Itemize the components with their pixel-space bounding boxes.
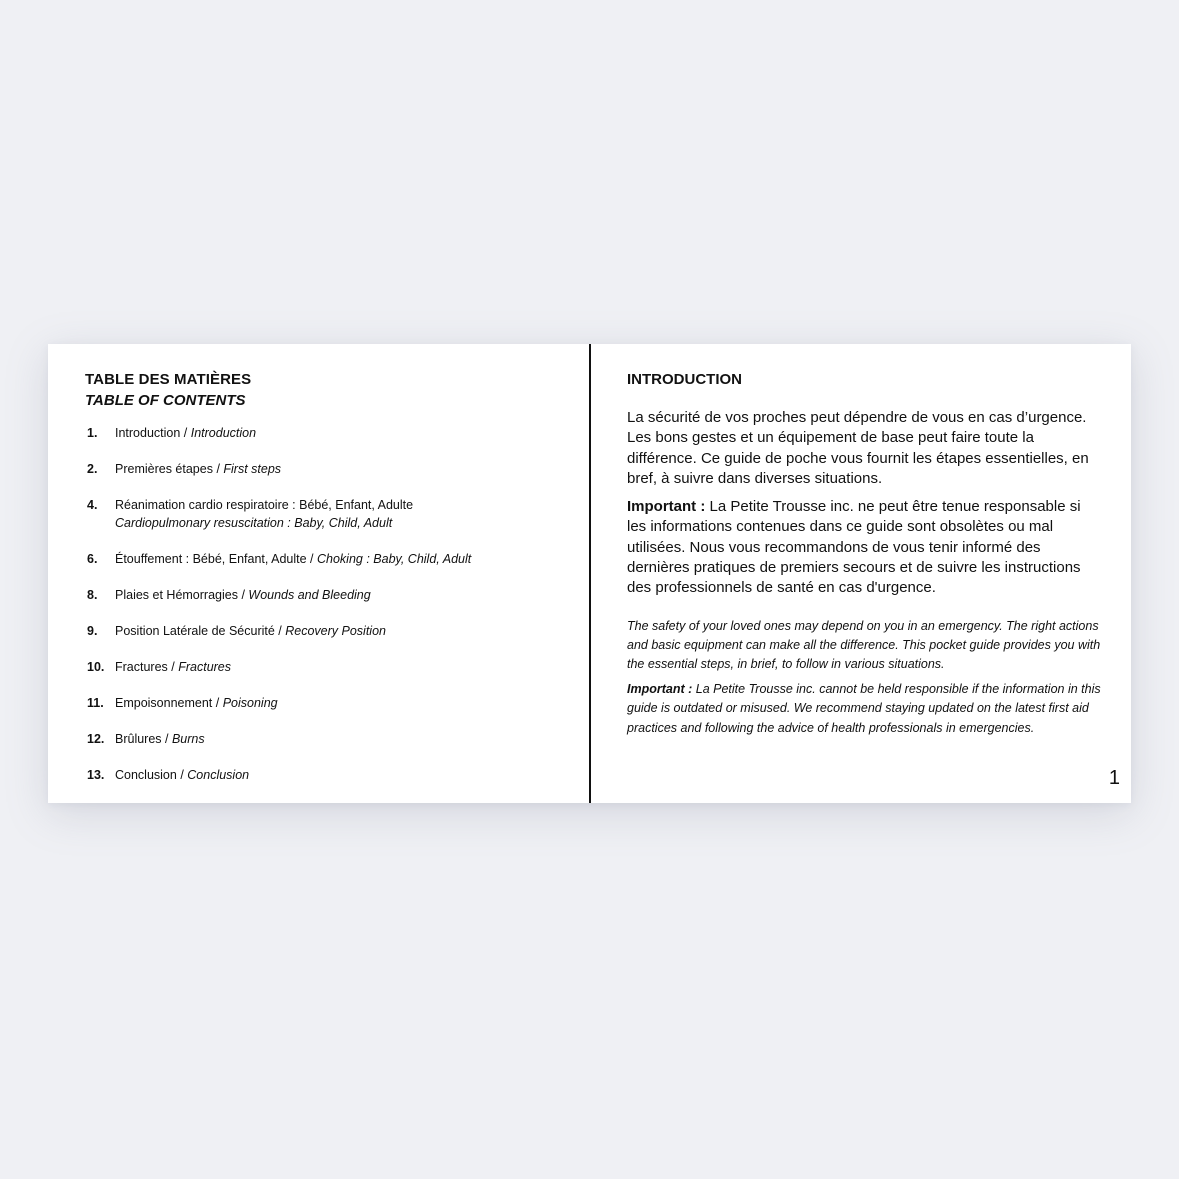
toc-item-label-en: Conclusion — [187, 768, 250, 782]
toc-item-burns — [85, 730, 569, 766]
toc-item-number: 2. — [87, 462, 98, 476]
toc-subtitle: TABLE OF CONTENTS — [85, 392, 246, 409]
toc-item-separator: / — [161, 732, 172, 746]
toc-item-separator: / — [176, 768, 188, 782]
toc-item-first-steps — [85, 460, 569, 496]
toc-item-separator: / — [274, 624, 286, 638]
toc-item-recovery-position — [85, 622, 569, 658]
toc-item-label-fr: Empoisonnement — [115, 696, 213, 710]
intro-important-label-en: Important : — [627, 682, 693, 697]
toc-item-label-en: Fractures — [178, 660, 232, 674]
toc-list — [85, 424, 569, 802]
toc-item-number: 10. — [87, 660, 105, 674]
toc-item-cpr — [85, 496, 569, 550]
toc-item-label-fr: Fractures — [115, 660, 168, 674]
toc-item-label-en: Poisoning — [222, 696, 278, 710]
toc-item-choking — [85, 550, 569, 586]
intro-important-label-fr: Important : — [627, 498, 706, 516]
toc-item-label-fr: Position Latérale de Sécurité — [115, 624, 275, 638]
toc-item-label-fr: Brûlures — [115, 732, 162, 746]
toc-item-number: 6. — [87, 552, 98, 566]
toc-item-number: 12. — [87, 732, 105, 746]
toc-item-label-en: Cardiopulmonary resuscitation : Baby, Child, Adult — [115, 516, 393, 530]
toc-item-label-en: Introduction — [190, 426, 257, 440]
toc-item-poisoning — [85, 694, 569, 730]
intro-paragraph-fr: La sécurité de vos proches peut dépendre de vous en cas d’urgence. Les bons gestes et un équipement de base peut faire toute la différence. Ce guide de poche vous fournit les étapes essentielles, en bref, à suivre dans diverses situations. — [627, 409, 1089, 487]
toc-item-label-fr: Introduction — [115, 426, 181, 440]
toc-item-conclusion — [85, 766, 569, 802]
toc-item-label-fr: Étouffement : Bébé, Enfant, Adulte — [115, 552, 307, 566]
intro-paragraph-en: The safety of your loved ones may depend on you in an emergency. The right actions and basic equipment can make all the difference. This pocket guide provides you with the essential steps, in brief, to follow in various situations. — [627, 618, 1101, 672]
toc-item-number: 13. — [87, 768, 105, 782]
toc-item-label-fr: Conclusion — [115, 768, 177, 782]
table-of-contents-page — [48, 344, 589, 803]
toc-item-separator: / — [306, 552, 317, 566]
toc-item-label-en: Choking : Baby, Child, Adult — [317, 552, 472, 566]
intro-important-en — [627, 680, 1103, 738]
toc-item-introduction — [85, 424, 569, 460]
toc-item-number: 8. — [87, 588, 98, 602]
toc-title: TABLE DES MATIÈRES — [85, 371, 252, 388]
toc-item-label-en: First steps — [223, 462, 282, 476]
intro-important-fr — [627, 497, 1103, 598]
toc-item-label-fr: Plaies et Hémorragies — [115, 588, 238, 602]
toc-item-separator: / — [212, 696, 223, 710]
toc-item-separator: / — [180, 426, 191, 440]
toc-item-number: 4. — [87, 498, 98, 512]
toc-item-label-fr: Réanimation cardio respiratoire : Bébé, Enfant, Adulte — [115, 498, 414, 512]
toc-item-label-en: Recovery Position — [285, 624, 386, 638]
intro-important-text-en: La Petite Trousse inc. cannot be held responsible if the information in this guide is outdated or misused. We recommend staying updated on the latest first aid practices and following the advice of health professionals in emergencies. — [627, 682, 1101, 735]
toc-item-fractures — [85, 658, 569, 694]
toc-item-number: 1. — [87, 426, 98, 440]
introduction-page — [591, 344, 1131, 803]
toc-item-number: 9. — [87, 624, 98, 638]
page-number: 1 — [1108, 767, 1120, 789]
booklet-spread — [48, 344, 1131, 803]
toc-item-separator: / — [212, 462, 224, 476]
toc-item-separator: / — [237, 588, 249, 602]
toc-item-separator: / — [167, 660, 179, 674]
toc-item-label-en: Wounds and Bleeding — [248, 588, 371, 602]
intro-important-text-fr: La Petite Trousse inc. ne peut être tenue responsable si les informations contenues dans ce guide sont obsolètes ou mal utilisées. Nous vous recommandons de vous tenir informé des dernières pratiques de premiers secours et de suivre les instructions des professionnels de santé en cas d'urgence. — [627, 498, 1081, 597]
intro-title: INTRODUCTION — [627, 371, 742, 388]
toc-item-wounds — [85, 586, 569, 622]
toc-item-number: 11. — [87, 696, 104, 710]
toc-item-label-fr: Premières étapes — [115, 462, 213, 476]
toc-item-label-en: Burns — [171, 732, 205, 746]
